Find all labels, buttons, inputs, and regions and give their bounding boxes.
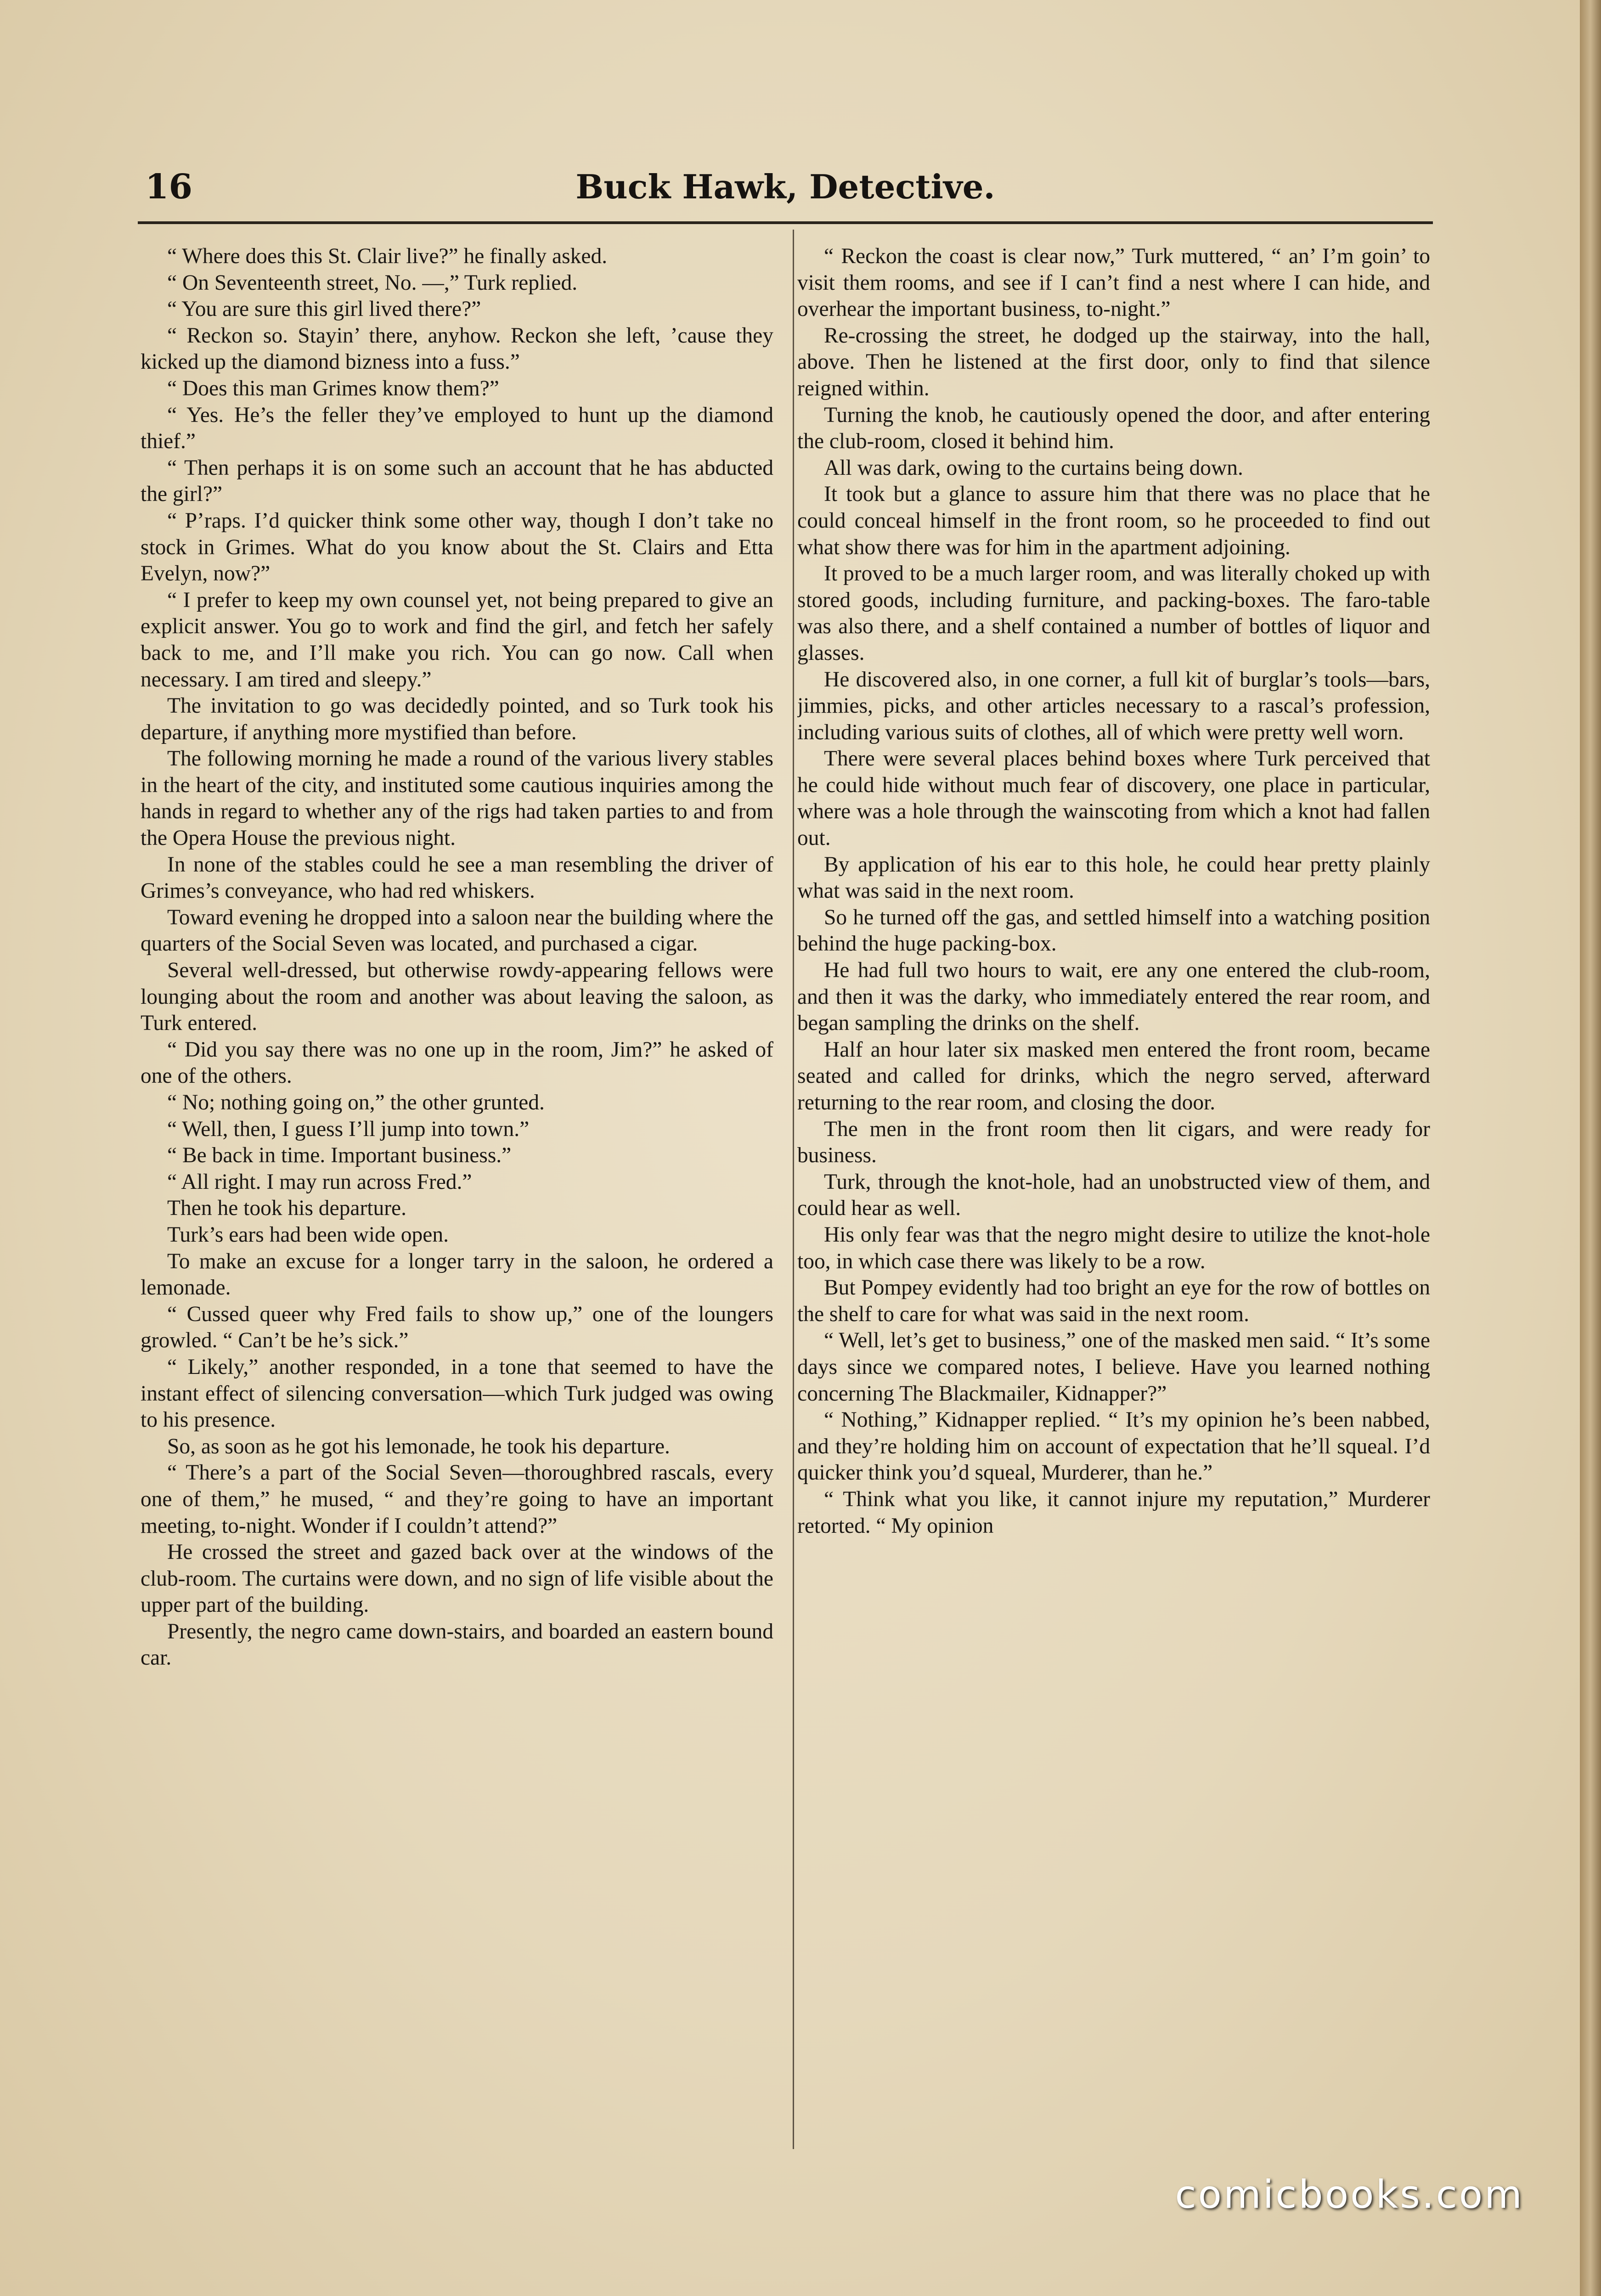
paragraph: “ All right. I may run across Fred.” bbox=[167, 1170, 472, 1194]
paragraph: “ Be back in time. Important business.” bbox=[167, 1143, 512, 1168]
paragraph: To make an excuse for a longer tarry in the saloon, he ordered a lemonade. bbox=[141, 1249, 773, 1300]
left-column bbox=[141, 243, 773, 2163]
paragraph: “ Likely,” another responded, in a tone that seemed to have the instant effect of silencing conversation—which Turk judged was owing to his presence. bbox=[141, 1355, 773, 1432]
paragraph: He crossed the street and gazed back over at the windows of the club-room. The curtains were down, and no sign of life visible about the upper part of the building. bbox=[141, 1540, 773, 1617]
paragraph: “ You are sure this girl lived there?” bbox=[167, 297, 481, 321]
paragraph: The men in the front room then lit cigars, and were ready for business. bbox=[797, 1117, 1430, 1168]
paragraph: His only fear was that the negro might desire to utilize the knot-hole too, in which case there was likely to be a row. bbox=[797, 1222, 1430, 1273]
book-spine bbox=[1580, 0, 1601, 2296]
paragraph: Presently, the negro came down-stairs, and boarded an eastern bound car. bbox=[141, 1619, 773, 1670]
header-rule bbox=[138, 221, 1433, 224]
paragraph: “ Yes. He’s the feller they’ve employed to hunt up the diamond thief.” bbox=[141, 403, 773, 454]
paragraph: “ Does this man Grimes know them?” bbox=[167, 376, 499, 400]
paragraph: He had full two hours to wait, ere any one entered the club-room, and then it was the darky, who immediately entered the rear room, and began sampling the drinks on the shelf. bbox=[797, 958, 1430, 1035]
paragraph: It took but a glance to assure him that there was no place that he could conceal himself in the front room, so he proceeded to find out what show there was for him in the apartment adjoining. bbox=[797, 482, 1430, 559]
paragraph: “ Where does this St. Clair live?” he finally asked. bbox=[167, 244, 608, 268]
paragraph: “ Think what you like, it cannot injure my reputation,” Murderer retorted. “ My opinion bbox=[797, 1487, 1430, 1538]
paragraph: “ No; nothing going on,” the other grunted. bbox=[167, 1091, 545, 1114]
paragraph: Half an hour later six masked men entered the front room, became seated and called for drinks, which the negro served, afterward returning to the rear room, and closing the door. bbox=[797, 1037, 1430, 1114]
paragraph: “ Nothing,” Kidnapper replied. “ It’s my opinion he’s been nabbed, and they’re holding him on account of expectation that he’ll squeal. I’d quicker think you’d squeal, Murderer, than he.” bbox=[797, 1408, 1430, 1485]
paragraph: “ P’raps. I’d quicker think some other way, though I don’t take no stock in Grimes. What do you know about the St. Clairs and Etta Evelyn, now?” bbox=[141, 508, 773, 586]
paragraph: Re-crossing the street, he dodged up the stairway, into the hall, above. Then he listened at the first door, only to find that silence reigned within. bbox=[797, 323, 1430, 400]
paragraph: The following morning he made a round of the various livery stables in the heart of the city, and instituted some cautious inquiries among the hands in regard to whether any of the rigs had taken parties to and from the Opera House the previous night. bbox=[141, 747, 773, 850]
paragraph: “ On Seventeenth street, No. —,” Turk replied. bbox=[167, 270, 578, 295]
paragraph: But Pompey evidently had too bright an eye for the row of bottles on the shelf to care for what was said in the next room. bbox=[797, 1276, 1430, 1326]
paragraph: “ There’s a part of the Social Seven—thoroughbred rascals, every one of them,” he mused, “ and they’re going to have an important meeting, to-night. Wonder if I couldn’t attend?” bbox=[141, 1461, 773, 1538]
paragraph: It proved to be a much larger room, and was literally choked up with stored goods, including furniture, and packing-boxes. The faro-table was also there, and a shelf contained a number of bottles of liquor and glasses. bbox=[797, 562, 1430, 665]
paragraph: So he turned off the gas, and settled himself into a watching position behind the huge packing-box. bbox=[797, 905, 1430, 956]
running-title: Buck Hawk, Detective. bbox=[575, 167, 995, 206]
paragraph: “ Did you say there was no one up in the room, Jim?” he asked of one of the others. bbox=[141, 1037, 773, 1088]
watermark: comicbooks.com bbox=[1175, 2172, 1524, 2217]
paragraph: Turk, through the knot-hole, had an unobstructed view of them, and could hear as well. bbox=[797, 1170, 1430, 1221]
paragraph: Turning the knob, he cautiously opened the door, and after entering the club-room, closed it behind him. bbox=[797, 403, 1430, 454]
right-column bbox=[797, 243, 1430, 2163]
paragraph: Toward evening he dropped into a saloon near the building where the quarters of the Social Seven was located, and purchased a cigar. bbox=[141, 905, 773, 956]
paragraph: Turk’s ears had been wide open. bbox=[167, 1222, 449, 1247]
paragraph: In none of the stables could he see a man resembling the driver of Grimes’s conveyance, who had red whiskers. bbox=[141, 852, 773, 903]
paragraph: So, as soon as he got his lemonade, he took his departure. bbox=[167, 1434, 670, 1458]
paragraph: “ Cussed queer why Fred fails to show up,” one of the loungers growled. “ Can’t be he’s sick.” bbox=[141, 1302, 773, 1353]
paragraph: “ Then perhaps it is on some such an account that he has abducted the girl?” bbox=[141, 456, 773, 506]
paragraph: By application of his ear to this hole, he could hear pretty plainly what was said in the next room. bbox=[797, 852, 1430, 903]
page-number: 16 bbox=[145, 167, 192, 207]
paragraph: All was dark, owing to the curtains being down. bbox=[824, 456, 1243, 480]
paragraph: He discovered also, in one corner, a full kit of burglar’s tools—bars, jimmies, picks, and other articles necessary to a rascal’s profession, including various suits of clothes, all of which were pretty well worn. bbox=[797, 667, 1430, 744]
paragraph: The invitation to go was decidedly pointed, and so Turk took his departure, if anything more mystified than before. bbox=[141, 694, 773, 744]
paragraph: There were several places behind boxes where Turk perceived that he could hide without much fear of discovery, one place in particular, where was a hole through the wainscoting from which a knot had fallen out. bbox=[797, 747, 1430, 850]
paragraph: Then he took his departure. bbox=[167, 1196, 407, 1221]
paragraph: “ Reckon so. Stayin’ there, anyhow. Reckon she left, ’cause they kicked up the diamond bizness into a fuss.” bbox=[141, 323, 773, 374]
page-header bbox=[138, 162, 1433, 212]
paragraph: “ Reckon the coast is clear now,” Turk muttered, “ an’ I’m goin’ to visit them rooms, and see if I can’t find a nest where I can hide, and overhear the important business, to-night.” bbox=[797, 244, 1430, 321]
column-divider bbox=[793, 230, 794, 2149]
paragraph: “ Well, then, I guess I’ll jump into town.” bbox=[167, 1117, 530, 1141]
paragraph: Several well-dressed, but otherwise rowdy-appearing fellows were lounging about the room and another was about leaving the saloon, as Turk entered. bbox=[141, 958, 773, 1035]
paragraph: “ Well, let’s get to business,” one of the masked men said. “ It’s some days since we compared notes, I believe. Have you learned nothing concerning The Blackmailer, Kidnapper?” bbox=[797, 1328, 1430, 1406]
paragraph: “ I prefer to keep my own counsel yet, not being prepared to give an explicit answer. You go to work and find the girl, and fetch her safely back to me, and I’ll make you rich. You can go now. Call when necessary. I am tired and sleepy.” bbox=[141, 588, 773, 692]
